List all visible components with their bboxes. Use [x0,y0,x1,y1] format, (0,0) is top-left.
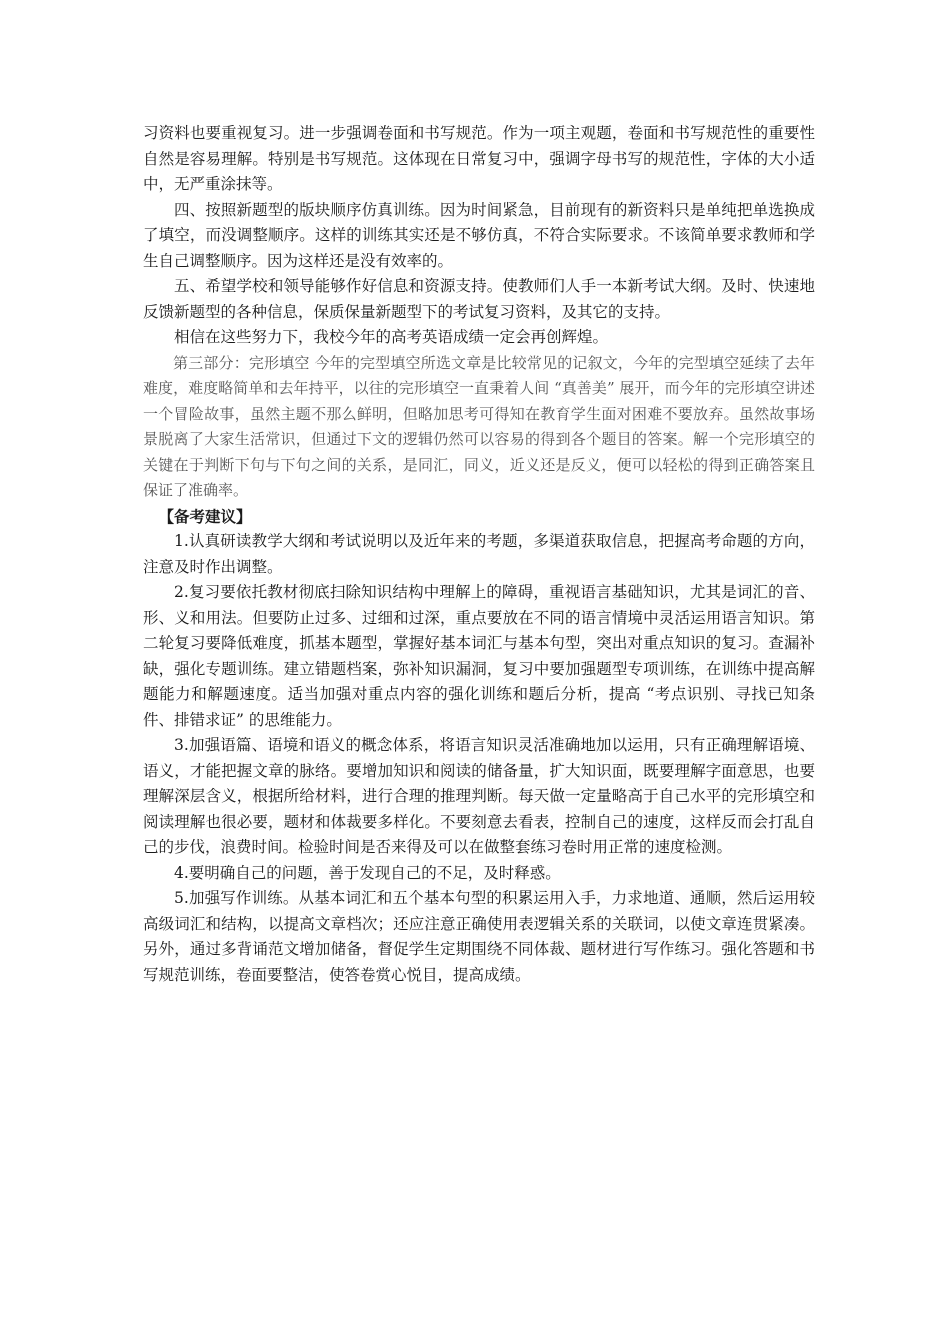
paragraph-continuation: 习资料也要重视复习。进一步强调卷面和书写规范。作为一项主观题，卷面和书写规范性的重要性自然是容易理解。特别是书写规范。这体现在日常复习中，强调字母书写的规范性，字体的大小适中，无严重涂抹等。 [143,124,815,193]
suggestion-item-2: 2.复习要依托教材彻底扫除知识结构中理解上的障碍，重视语言基础知识，尤其是词汇的音、形、义和用法。但要防止过多、过细和过深，重点要放在不同的语言情境中灵活运用语言知识。第二轮复习要降低难度，抓基本题型，掌握好基本词汇与基本句型，突出对重点知识的复习。查漏补缺，强化专题训练。建立错题档案，弥补知识漏洞，复习中要加强题型专项训练，在训练中提高解题能力和解题速度。适当加强对重点内容的强化训练和题后分析，提高 “考点识别、寻找已知条件、排错求证” 的思维能力。 [143,583,815,729]
suggestion-item-4: 4.要明确自己的问题，善于发现自己的不足，及时释惑。 [174,863,561,882]
suggestion-item-3: 3.加强语篇、语境和语义的概念体系，将语言知识灵活准确地加以运用，只有正确理解语境、语义，才能把握文章的脉络。要增加知识和阅读的储备量，扩大知识面，既要理解字面意思，也要理解深层含义，根据所给材料，进行合理的推理判断。每天做一定量略高于自己水平的完形填空和阅读理解也很必要，题材和体裁要多样化。不要刻意去看表，控制自己的速度，这样反而会打乱自己的步伐，浪费时间。检验时间是否来得及可以在做整套练习卷时用正常的速度检测。 [143,736,815,856]
document-page [143,121,815,988]
section-heading-suggestions: 【备考建议】 [158,506,252,526]
suggestion-item-5: 5.加强写作训练。从基本词汇和五个基本句型的积累运用入手，力求地道、通顺，然后运用较高级词汇和结构，以提高文章档次；还应注意正确使用表逻辑关系的关联词，以使文章连贯紧凑。另外，通过多背诵范文增加储备，督促学生定期围绕不同体裁、题材进行写作练习。强化答题和书写规范训练，卷面要整洁，使答卷赏心悦目，提高成绩。 [143,889,815,984]
paragraph-conclusion: 相信在这些努力下，我校今年的高考英语成绩一定会再创辉煌。 [174,328,609,346]
paragraph-cloze-section: 第三部分：完形填空 今年的完型填空所选文章是比较常见的记叙文，今年的完型填空延续了去年难度，难度略简单和去年持平，以往的完形填空一直秉着人间 “真善美” 展开，而今年的完形填空讲述一个冒险故事，虽然主题不那么鲜明，但略加思考可得知在教育学生面对困难不要放弃。虽然故事场景脱离了大家生活常识，但通过下文的逻辑仍然可以容易的得到各个题目的答案。解一个完形填空的关键在于判断下句与下句之间的关系，是同汇，同义，近义还是反义，便可以轻松的得到正确答案且保证了准确率。 [143,353,815,499]
paragraph-point-five: 五、希望学校和领导能够作好信息和资源支持。使教师们人手一本新考试大纲。及时、快速地反馈新题型的各种信息，保质保量新题型下的考试复习资料，及其它的支持。 [143,277,815,321]
suggestion-item-1: 1.认真研读教学大纲和考试说明以及近年来的考题，多渠道获取信息，把握高考命题的方向，注意及时作出调整。 [143,532,815,576]
paragraph-point-four: 四、按照新题型的版块顺序仿真训练。因为时间紧急，目前现有的新资料只是单纯把单选换成了填空，而没调整顺序。这样的训练其实还是不够仿真，不符合实际要求。不该简单要求教师和学生自己调整顺序。因为这样还是没有效率的。 [143,200,815,270]
